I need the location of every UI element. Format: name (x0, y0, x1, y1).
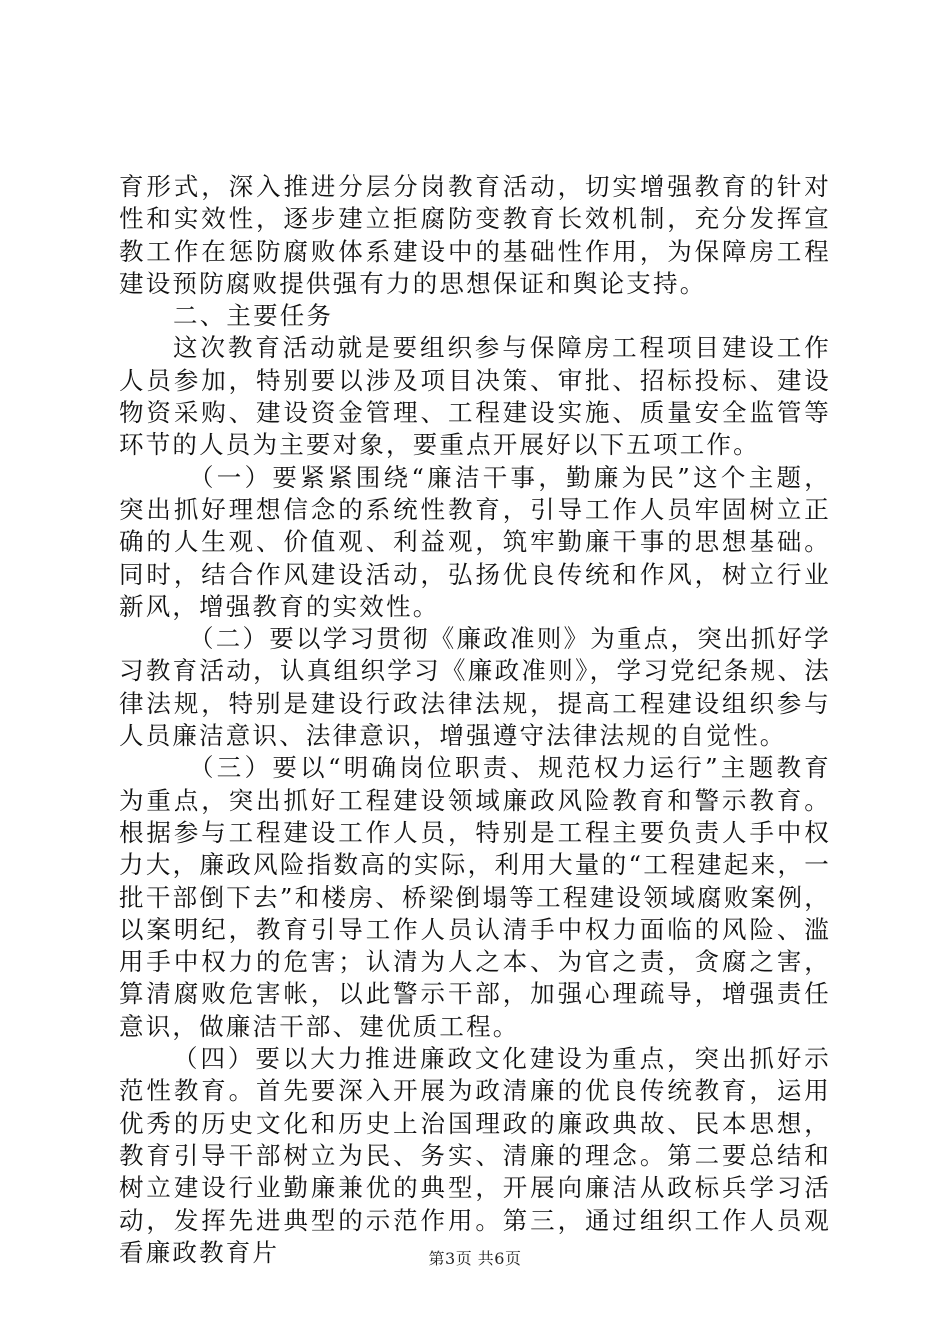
paragraph-continued: 育形式，深入推进分层分岗教育活动，切实增强教育的针对性和实效性，逐步建立拒腐防变教育长效机制，充分发挥宣教工作在惩防腐败体系建设中的基础性作用，为保障房工程建设预防腐败提供强有力的思想保证和舆论支持。 (119, 172, 831, 298)
page-footer: 第3页 共6页 (428, 1249, 522, 1268)
paragraph-task-4: （四）要以大力推进廉政文化建设为重点，突出抓好示范性教育。首先要深入开展为政清廉的优良传统教育，运用优秀的历史文化和历史上治国理政的廉政典故、民本思想，教育引导干部树立为民、务实、清廉的理念。第二要总结和树立建设行业勤廉兼优的典型，开展向廉洁从政标兵学习活动，发挥先进典型的示范作用。第三，通过组织工作人员观看廉政教育片 (119, 1044, 831, 1267)
paragraph-task-2: （二）要以学习贯彻《廉政准则》为重点，突出抓好学习教育活动，认真组织学习《廉政准则》，学习党纪条规、法律法规，特别是建设行政法律法规，提高工程建设组织参与人员廉洁意识、法律意识，增强遵守法律法规的自觉性。 (119, 624, 831, 751)
paragraph-task-3: （三）要以“明确岗位职责、规范权力运行”主题教育为重点，突出抓好工程建设领域廉政风险教育和警示教育。根据参与工程建设工作人员，特别是工程主要负责人手中权力大，廉政风险指数高的实际，利用大量的“工程建起来，一批干部倒下去”和楼房、桥梁倒塌等工程建设领域腐败案例，以案明纪，教育引导工作人员认清手中权力面临的风险、滥用手中权力的危害；认清为人之本、为官之责，贪腐之害，算清腐败危害帐，以此警示干部，加强心理疏导，增强责任意识，做廉洁干部、建优质工程。 (119, 753, 831, 1041)
paragraph-task-1: （一）要紧紧围绕“廉洁干事，勤廉为民”这个主题，突出抓好理想信念的系统性教育，引导工作人员牢固树立正确的人生观、价值观、利益观，筑牢勤廉干事的思想基础。同时，结合作风建设活动，弘扬优良传统和作风，树立行业新风，增强教育的实效性。 (119, 462, 831, 621)
section-heading: 二、主要任务 (173, 301, 334, 331)
paragraph-intro: 这次教育活动就是要组织参与保障房工程项目建设工作人员参加，特别要以涉及项目决策、审批、招标投标、建设物资采购、建设资金管理、工程建设实施、质量安全监管等环节的人员为主要对象，要重点开展好以下五项工作。 (119, 333, 831, 460)
document-body (119, 171, 831, 1269)
